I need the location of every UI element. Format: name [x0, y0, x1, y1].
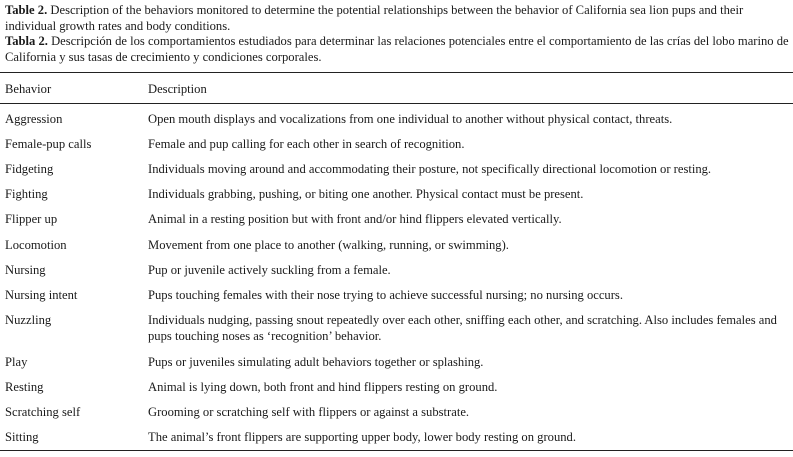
behavior-cell: Female-pup calls	[5, 137, 92, 151]
caption-spanish-text: Descripción de los comportamientos estudiados para determinar las relaciones potenciales entre el comportamiento de las crías del lobo marino de California y sus tasas de crecimiento y condiciones corporales.	[5, 34, 789, 64]
table-caption	[5, 3, 790, 65]
behavior-cell: Flipper up	[5, 212, 58, 226]
behavior-cell: Play	[5, 355, 28, 369]
table-header	[0, 82, 793, 98]
behavior-cell: Fighting	[5, 187, 48, 201]
caption-english-label: Table 2.	[5, 3, 48, 17]
description-cell: Animal in a resting position but with front and/or hind flippers elevated vertically.	[148, 212, 562, 226]
behavior-cell: Nursing	[5, 263, 46, 277]
caption-english-text: Description of the behaviors monitored to determine the potential relationships between the behavior of California sea lion pups and their individual growth rates and body conditions.	[5, 3, 744, 33]
table-bottom-rule	[0, 450, 793, 451]
behavior-cell: Aggression	[5, 112, 63, 126]
header-description: Description	[148, 82, 207, 96]
behavior-cell: Resting	[5, 380, 44, 394]
description-cell: Pups or juveniles simulating adult behaviors together or splashing.	[148, 355, 484, 369]
behavior-cell: Nursing intent	[5, 288, 78, 302]
behavior-cell: Nuzzling	[5, 313, 52, 327]
description-cell: Animal is lying down, both front and hind flippers resting on ground.	[148, 380, 498, 394]
behavior-cell: Locomotion	[5, 238, 67, 252]
description-cell: The animal’s front flippers are supporting upper body, lower body resting on ground.	[148, 430, 576, 444]
description-cell: Individuals grabbing, pushing, or biting one another. Physical contact must be present.	[148, 187, 584, 201]
description-cell: Movement from one place to another (walking, running, or swimming).	[148, 238, 509, 252]
description-cell: Individuals nudging, passing snout repeatedly over each other, sniffing each other, and scratching. Also includes females and pups touching noses as ‘recognition’ behavior.	[148, 313, 777, 343]
caption-spanish-label: Tabla 2.	[5, 34, 48, 48]
description-cell: Open mouth displays and vocalizations from one individual to another without physical contact, threats.	[148, 112, 673, 126]
caption-spanish	[5, 34, 790, 65]
description-cell: Pups touching females with their nose trying to achieve successful nursing; no nursing occurs.	[148, 288, 623, 302]
description-cell: Grooming or scratching self with flippers or against a substrate.	[148, 405, 470, 419]
description-cell: Individuals moving around and accommodating their posture, not specifically directional locomotion or resting.	[148, 162, 712, 176]
behavior-cell: Sitting	[5, 430, 39, 444]
header-behavior: Behavior	[5, 82, 52, 96]
caption-english	[5, 3, 790, 34]
table-top-rule	[0, 72, 793, 73]
table-header-rule	[0, 103, 793, 104]
behavior-cell: Scratching self	[5, 405, 81, 419]
description-cell: Pup or juvenile actively suckling from a female.	[148, 263, 391, 277]
behavior-cell: Fidgeting	[5, 162, 54, 176]
description-cell: Female and pup calling for each other in search of recognition.	[148, 137, 465, 151]
